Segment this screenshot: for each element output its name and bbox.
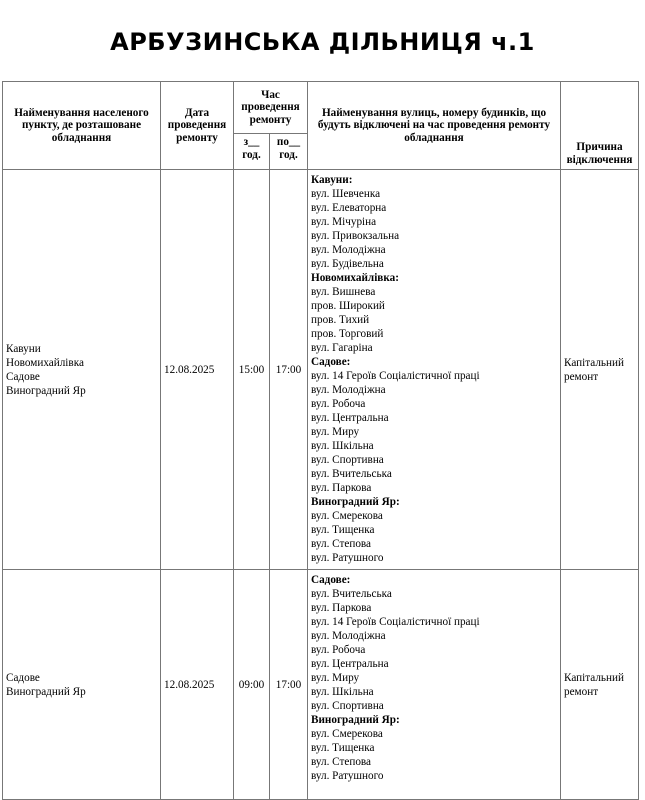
settlement-name: Садове xyxy=(6,370,40,383)
location-heading: Кавуни: xyxy=(311,174,353,186)
date-cell: 12.08.2025 xyxy=(161,570,234,800)
street-item: вул. Вчительська xyxy=(311,468,392,480)
header-streets: Найменування вулиць, номеру будинків, що будуть відключені на час проведення ремонту обладнання xyxy=(308,82,561,170)
street-item: вул. Шкільна xyxy=(311,686,374,698)
page-title: АРБУЗИНСЬКА ДІЛЬНИЦЯ ч.1 xyxy=(110,28,535,56)
settlement-name: Садове xyxy=(6,671,40,684)
time-from-cell: 15:00 xyxy=(234,170,270,570)
location-heading: Виноградний Яр: xyxy=(311,714,400,726)
date-cell: 12.08.2025 xyxy=(161,170,234,570)
street-item: вул. Вишнева xyxy=(311,286,376,298)
street-item: вул. 14 Героїв Соціалістичної праці xyxy=(311,370,480,382)
header-reason: Причина відключення xyxy=(561,134,639,170)
location-heading: Виноградний Яр: xyxy=(311,496,400,508)
settlements-cell xyxy=(3,170,161,570)
time-to-cell: 17:00 xyxy=(270,170,308,570)
header-reason-spacer xyxy=(561,82,639,134)
location-heading: Новомихайлівка: xyxy=(311,272,399,284)
location-heading: Садове: xyxy=(311,356,351,368)
table-row xyxy=(3,170,639,570)
street-item: вул. Шкільна xyxy=(311,440,374,452)
header-date: Дата проведення ремонту xyxy=(161,82,234,170)
street-item: вул. Вчительська xyxy=(311,588,392,600)
street-item: вул. Молодіжна xyxy=(311,384,386,396)
settlement-name: Кавуни xyxy=(6,342,41,355)
street-item: вул. Молодіжна xyxy=(311,630,386,642)
street-item: вул. Ратушного xyxy=(311,552,384,564)
street-item: вул. Робоча xyxy=(311,644,366,656)
street-item: вул. Будівельна xyxy=(311,258,384,270)
street-item: пров. Торговий xyxy=(311,328,384,340)
street-item: вул. Паркова xyxy=(311,482,372,494)
street-item: вул. Степова xyxy=(311,756,372,768)
settlement-name: Виноградний Яр xyxy=(6,384,86,397)
settlement-name: Виноградний Яр xyxy=(6,685,86,698)
header-to: по__ год. xyxy=(270,134,308,170)
street-item: вул. 14 Героїв Соціалістичної праці xyxy=(311,616,480,628)
streets-cell xyxy=(308,570,561,800)
street-item: вул. Тищенка xyxy=(311,742,375,754)
street-item: вул. Привокзальна xyxy=(311,230,400,242)
street-item: вул. Ратушного xyxy=(311,770,384,782)
street-item: пров. Широкий xyxy=(311,300,385,312)
street-item: вул. Шевченка xyxy=(311,188,381,200)
street-item: вул. Смерекова xyxy=(311,510,383,522)
header-from: з__ год. xyxy=(234,134,270,170)
settlement-name: Новомихайлівка xyxy=(6,356,84,369)
header-settlement: Найменування населеного пункту, де розташоване обладнання xyxy=(3,82,161,170)
street-item: вул. Робоча xyxy=(311,398,366,410)
street-item: вул. Елеваторна xyxy=(311,202,387,214)
street-item: вул. Степова xyxy=(311,538,372,550)
street-item: вул. Молодіжна xyxy=(311,244,386,256)
street-item: вул. Смерекова xyxy=(311,728,383,740)
outage-table xyxy=(2,81,639,800)
streets-cell xyxy=(308,170,561,570)
street-item: вул. Центральна xyxy=(311,412,389,424)
reason-cell: Капітальний ремонт xyxy=(561,170,639,570)
street-item: вул. Паркова xyxy=(311,602,372,614)
reason-cell: Капітальний ремонт xyxy=(561,570,639,800)
street-item: вул. Гагаріна xyxy=(311,342,373,354)
street-item: вул. Центральна xyxy=(311,658,389,670)
time-from-cell: 09:00 xyxy=(234,570,270,800)
settlements-cell xyxy=(3,570,161,800)
location-heading: Садове: xyxy=(311,574,351,586)
street-item: вул. Мічуріна xyxy=(311,216,377,228)
street-item: вул. Тищенка xyxy=(311,524,375,536)
table-row xyxy=(3,570,639,800)
street-item: пров. Тихий xyxy=(311,314,370,326)
time-to-cell: 17:00 xyxy=(270,570,308,800)
street-item: вул. Спортивна xyxy=(311,454,384,466)
header-time: Час проведення ремонту xyxy=(234,82,308,134)
street-item: вул. Миру xyxy=(311,672,360,684)
street-item: вул. Миру xyxy=(311,426,360,438)
street-item: вул. Спортивна xyxy=(311,700,384,712)
